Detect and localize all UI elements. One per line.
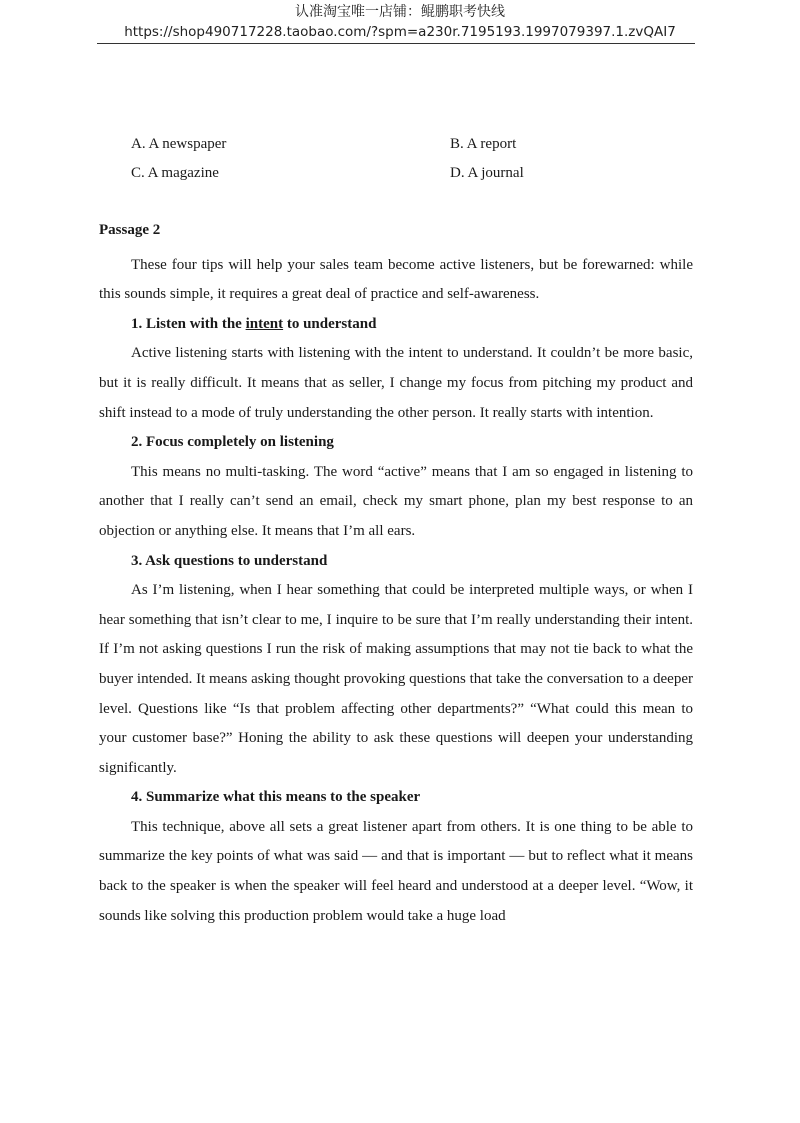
tip-2-body: This means no multi-tasking. The word “active” means that I am so engaged in listening to another that I really can’t send an email, check my smart phone, plan my best response to an objection or anything else. It means that I’m all ears. (99, 463, 693, 539)
tip-3-body: As I’m listening, when I hear something that could be interpreted multiple ways, or when I hear something that isn’t clear to me, I inquire to be sure that I’m really understanding their intent. If I’m not asking questions I run the risk of making assumptions that may not tie back to what the buyer intended. It means asking thought provoking questions that take the conversation to a deeper level. Questions like “Is that problem affecting other departments?” “What could this mean to your customer base?” Honing the ability to ask these questions will deepen your understanding significantly. (99, 582, 693, 776)
option-d: D. A journal (450, 165, 524, 181)
tip-1-heading-underlined: intent (245, 315, 284, 332)
answer-options (99, 130, 693, 192)
tip-4-heading: 4. Summarize what this means to the speaker (131, 789, 421, 806)
shop-banner: 认准淘宝唯一店铺：鲲鹏职考快线 (295, 4, 505, 20)
passage-intro: These four tips will help your sales team become active listeners, but be forewarned: while this sounds simple, it requires a great deal of practice and self-awareness. (99, 256, 693, 303)
tip-1-heading-post: to understand (283, 315, 377, 332)
shop-url[interactable]: https://shop490717228.taobao.com/?spm=a230r.7195193.1997079397.1.zvQAI7 (124, 24, 676, 40)
page-header (0, 0, 800, 42)
tip-3-heading: 3. Ask questions to understand (131, 552, 328, 569)
tip-1-heading (99, 310, 693, 340)
option-c: C. A magazine (131, 165, 219, 181)
tip-2-heading: 2. Focus completely on listening (131, 434, 334, 451)
tip-4-body: This technique, above all sets a great listener apart from others. It is one thing to be able to summarize the key points of what was said — and that is important — but to reflect what it means back to the speaker is when the speaker will feel heard and understood at a deeper level. “Wow, it sounds like solving this production problem would take a huge load (99, 818, 693, 924)
document-body (99, 130, 693, 931)
passage-title: Passage 2 (99, 222, 161, 238)
tip-1-body: Active listening starts with listening with the intent to understand. It couldn’t be more basic, but it is really difficult. It means that as seller, I change my focus from pitching my product and shift instead to a mode of truly understanding the other person. It really starts with intention. (99, 345, 693, 421)
header-divider (97, 43, 695, 44)
option-b: B. A report (450, 136, 517, 152)
option-a: A. A newspaper (131, 136, 227, 152)
tip-1-heading-pre: 1. Listen with the (131, 315, 246, 332)
